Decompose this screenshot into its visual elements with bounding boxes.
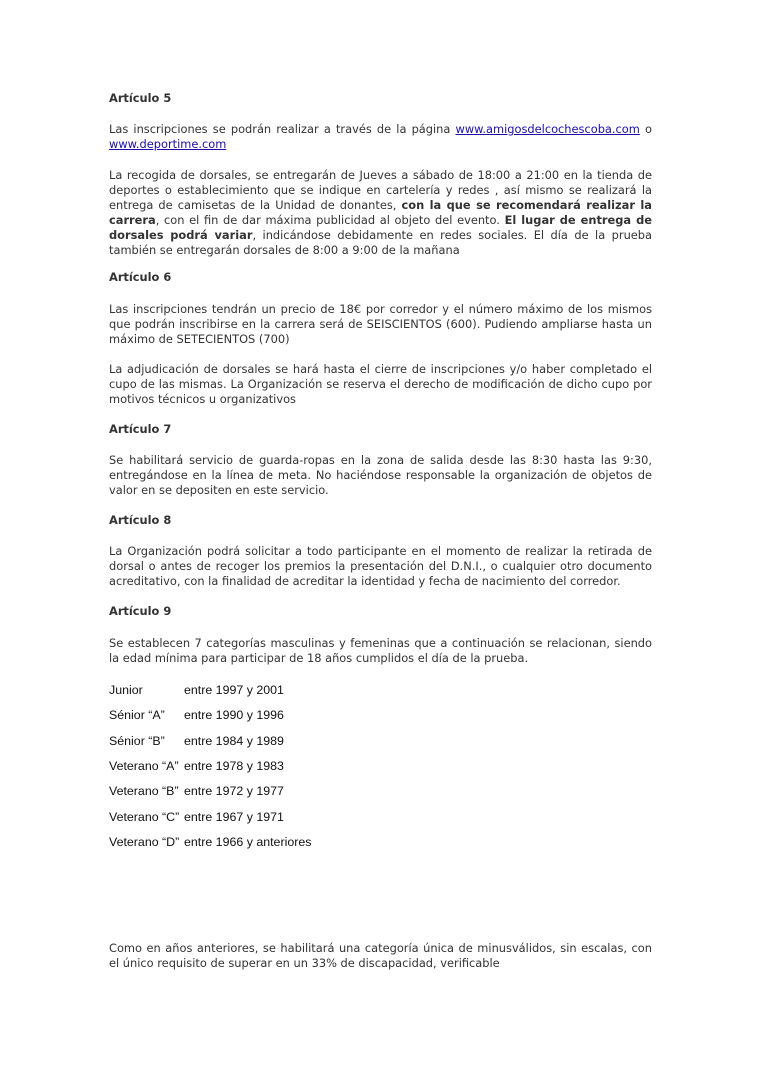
category-row <box>109 682 509 698</box>
article-5-paragraph-2 <box>109 168 652 258</box>
article-5-p2-part-3: , indicándose debidamente en redes sociales. El día de la prueba también se entregarán dorsales de 8:00 a 9:00 de la mañana <box>109 228 653 257</box>
article-6-paragraph-1: Las inscripciones tendrán un precio de 18€ por corredor y el número máximo de los mismos que podrán inscribirse en la carrera será de SEISCIENTOS (600). Pudiendo ampliarse hasta un máximo de SETECIENTOS (700) <box>109 302 652 346</box>
category-name: Veterano “B” <box>109 784 179 798</box>
article-7-heading: Artículo 7 <box>109 422 172 436</box>
article-5-or: o <box>639 122 652 136</box>
category-row <box>109 707 509 723</box>
category-range: entre 1997 y 2001 <box>184 683 284 697</box>
category-row <box>109 783 509 799</box>
category-name: Veterano “C” <box>109 810 180 824</box>
article-5-p2-bold-2: El lugar de entrega de dorsales podrá variar <box>109 213 652 242</box>
category-range: entre 1967 y 1971 <box>184 810 284 824</box>
article-5-text: Las inscripciones se podrán realizar a través de la página <box>109 122 456 136</box>
link-amigosdelcochescoba[interactable]: www.amigosdelcochescoba.com <box>455 122 640 136</box>
category-name: Sénior “B” <box>109 734 165 748</box>
article-8-heading: Artículo 8 <box>109 513 172 527</box>
link-deportime[interactable]: www.deportime.com <box>109 137 227 151</box>
minusvalidos-paragraph: Como en años anteriores, se habilitará una categoría única de minusválidos, sin escalas, con el único requisito de superar en un 33% de discapacidad, verificable <box>109 941 652 970</box>
article-5-p2-part-1: La recogida de dorsales, se entregarán de Jueves a sábado de 18:00 a 21:00 en la tienda de deportes o establecimiento que se indique en cartelería y redes , así mismo se realizará la entrega de camisetas de la Unidad de donantes, <box>109 168 652 212</box>
category-range: entre 1978 y 1983 <box>184 759 284 773</box>
category-name: Veterano “A” <box>109 759 179 773</box>
category-row <box>109 809 509 825</box>
article-5-p2-part-2: , con el fin de dar máxima publicidad al objeto del evento. <box>155 213 505 227</box>
category-name: Veterano “D” <box>109 835 180 849</box>
article-8-paragraph-1: La Organización podrá solicitar a todo participante en el momento de realizar la retirada de dorsal o antes de recoger los premios la presentación del D.N.I., o cualquier otro documento acreditativo, con la finalidad de acreditar la identidad y fecha de nacimiento del corredor. <box>109 544 652 588</box>
category-range: entre 1972 y 1977 <box>184 784 284 798</box>
article-5-heading: Artículo 5 <box>109 91 172 105</box>
category-name: Sénior “A” <box>109 708 165 722</box>
article-5-p2-bold-1: con la que se recomendará realizar la carrera <box>109 198 652 227</box>
category-name: Junior <box>109 683 143 697</box>
article-9-heading: Artículo 9 <box>109 604 172 618</box>
category-row <box>109 834 509 850</box>
category-row <box>109 758 509 774</box>
article-6-paragraph-2: La adjudicación de dorsales se hará hasta el cierre de inscripciones y/o haber completado el cupo de las mismas. La Organización se reserva el derecho de modificación de dicho cupo por motivos técnicos u organizativos <box>109 362 652 406</box>
category-range: entre 1966 y anteriores <box>184 835 312 849</box>
article-5-paragraph-1 <box>109 122 652 152</box>
article-6-heading: Artículo 6 <box>109 270 172 284</box>
category-row <box>109 733 509 749</box>
category-range: entre 1990 y 1996 <box>184 708 284 722</box>
article-7-paragraph-1: Se habilitará servicio de guarda-ropas en la zona de salida desde las 8:30 hasta las 9:30, entregándose en la línea de meta. No haciéndose responsable la organización de objetos de valor en se depositen en este servicio. <box>109 453 652 497</box>
article-9-paragraph-1: Se establecen 7 categorías masculinas y femeninas que a continuación se relacionan, siendo la edad mínima para participar de 18 años cumplidos el día de la prueba. <box>109 636 652 665</box>
category-range: entre 1984 y 1989 <box>184 734 284 748</box>
